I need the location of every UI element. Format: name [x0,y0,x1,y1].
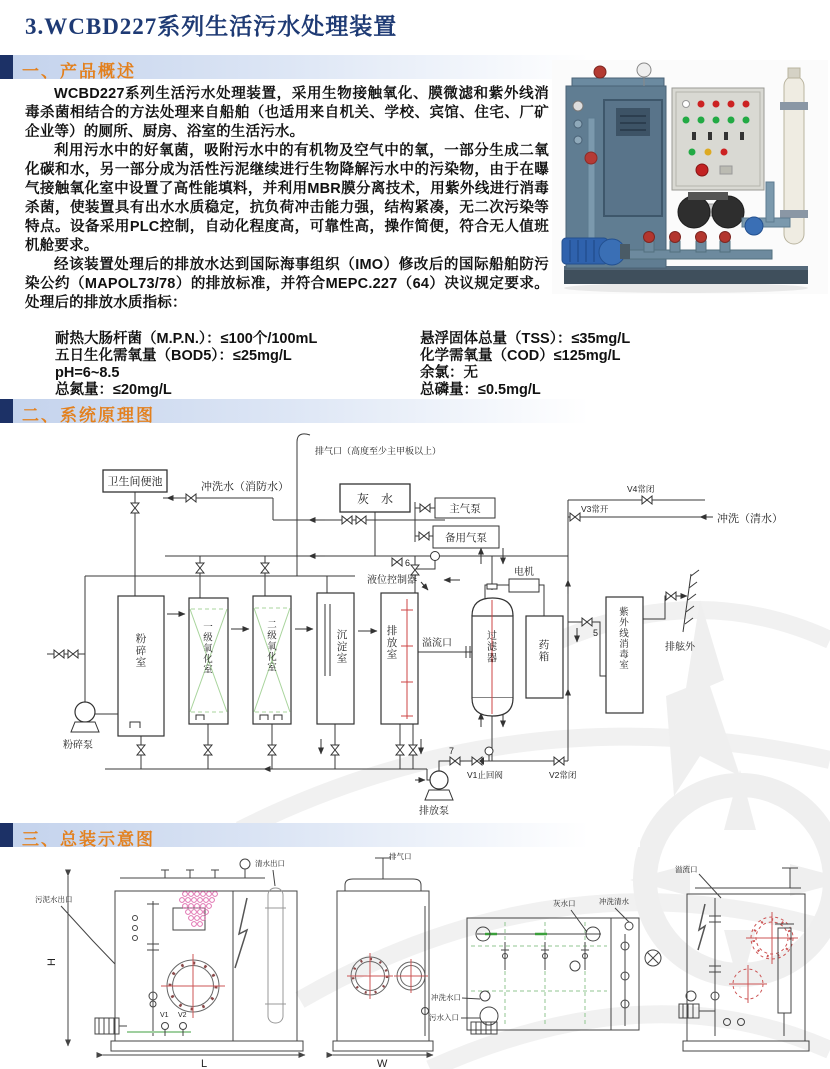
tank-sedimentation [317,593,354,724]
overview-paragraph: 利用污水中的好氧菌，吸附污水中的有机物及空气中的氧，一部分生成二氧化碳和水，另一部分成为活性污泥继续进行生物降解污水中的污染物，由于在曝气接触氧化室中设置了高性能填料，并利用MBR膜分离技术，用紫外线进行消毒杀菌，使装置具有出水水质稳定，抗负荷冲击能力强，结构紧凑，无二次污染等特点。设备采用PLC控制，自动化程度高，可靠性高，操作简便，符合无人值班机舱要求。 [25,143,549,254]
vb-label: V2 [178,1012,187,1019]
filter-label: 过滤器 [487,631,497,665]
tank-oxidation-1 [189,598,228,724]
main-air-pump-label: 主气泵 [449,503,481,515]
section3-heading: 三、总装示意图 [22,830,155,849]
filter-vessel [464,584,513,716]
motor-label: 电机 [514,567,534,578]
view-front [61,859,305,1055]
level-controller-label: 液位控制器 [367,575,417,586]
spec-item: 总氮量：≤20mg/L [55,382,172,398]
overview-paragraph: WCBD227系列生活污水处理装置，采用生物接触氧化、膜微滤和紫外线消毒杀菌相结合的方法处理来自船舶（也适用来自机关、学校、宾馆、住宅、厂矿企业等）的厕所、厨房、浴室的生活污水。 [25,86,549,140]
product-photo [552,60,828,294]
sludge-outlet-label: 污泥水出口 [35,895,73,904]
gray-water-box [340,484,410,512]
clean-outlet-label: 清水出口 [255,859,285,868]
view-rear [679,868,809,1051]
overflow-label: 溢流口 [422,638,452,649]
chem-tank-label: 药箱 [538,639,550,663]
uv-chamber [600,597,643,713]
tank-discharge-label: 排放室 [386,625,398,661]
backup-air-pump-box [433,526,499,548]
v2-label: V2常闭 [549,770,577,780]
toilet-box [103,470,167,492]
dim-l-label: L [201,1058,208,1069]
va-label: V1 [160,1012,169,1019]
flush-port-label: 冲洗水口 [431,993,461,1002]
system-schematic [15,424,815,818]
overboard-label: 排舷外 [665,642,695,653]
motor-box [509,565,539,592]
flush-fire-label: 冲洗水（消防水） [201,481,289,493]
spec-item: pH=6~8.5 [55,365,120,381]
header-square-icon [0,399,13,423]
dim-w-label: W [377,1058,388,1069]
spec-item: 化学需氧量（COD）≤125mg/L [420,348,621,364]
dim-h-label: H [46,958,58,966]
header-square-icon [0,55,13,79]
discharge-pump-label: 排放泵 [419,806,449,817]
overflow-port-label: 溢流口 [675,865,698,874]
flush-clean-label: 冲洗清水 [599,897,629,906]
discharge-quality-specs [25,331,815,399]
tank-crush-label: 粉碎室 [135,633,147,669]
v4-label: V4常闭 [627,484,655,494]
crush-pump [63,702,99,751]
discharge-pump [419,771,453,817]
assembly-drawings [15,846,815,1069]
v3-label: V3常开 [581,504,609,514]
section1-heading: 一、产品概述 [22,62,136,81]
spec-item: 五日生化需氧量（BOD5）：≤25mg/L [55,348,292,364]
main-air-pump-box [435,498,495,518]
backup-air-pump-label: 备用气泵 [445,532,487,544]
section3-header-bar [0,823,640,847]
view-side [333,858,433,1055]
page-title: 3.WCBD227系列生活污水处理装置 [25,14,398,39]
uv-chamber-label: 紫外线消毒室 [619,607,629,672]
header-square-icon [0,823,13,847]
vent-port-label: 排气口 [389,852,412,861]
section2-header-bar [0,399,640,423]
spec-item: 总磷量：≤0.5mg/L [420,382,541,398]
tank-oxidation-2 [253,596,291,724]
sewage-inlet-label: 污水入口 [429,1013,459,1022]
flush-clean-label: 冲洗（清水） [717,513,783,525]
vent-label: 排气口（高度至少主甲板以上） [315,446,442,456]
section1-header-bar [0,55,640,79]
v1-label: V1止回阀 [467,770,503,780]
overview-text [25,85,549,313]
spec-item: 耐热大肠杆菌（M.P.N.）：≤100个/100mL [55,331,318,347]
spec-item: 悬浮固体总量（TSS）：≤35mg/L [420,331,631,347]
n7-label: 7 [449,746,455,756]
view-top [461,908,661,1034]
n6-label: 6 [405,558,411,568]
tank-crush [118,596,164,736]
gray-water-label: 灰 水 [356,492,394,506]
tank-sed-label: 沉淀室 [336,629,348,665]
toilet-label: 卫生间便池 [107,476,163,488]
crush-pump-label: 粉碎泵 [63,740,93,751]
tank-discharge [381,593,418,724]
spec-item: 余氯：无 [420,365,478,381]
section2-heading: 二、系统原理图 [22,406,155,425]
chemical-tank [526,616,563,698]
n5-label: 5 [593,628,599,638]
overview-paragraph: 经该装置处理后的排放水达到国际海事组织（IMO）修改后的国际船舶防污染公约（MAPOL73/78）的排放标准，并符合MEPC.227（64）决议规定要求。处理后的排放水质指标： [25,257,549,311]
honeycomb-filler [180,892,218,927]
tank-ox1-label: 一级氧化室 [203,622,213,676]
gray-port-label: 灰水口 [553,899,576,908]
tank-ox2-label: 二级氧化室 [267,620,277,674]
